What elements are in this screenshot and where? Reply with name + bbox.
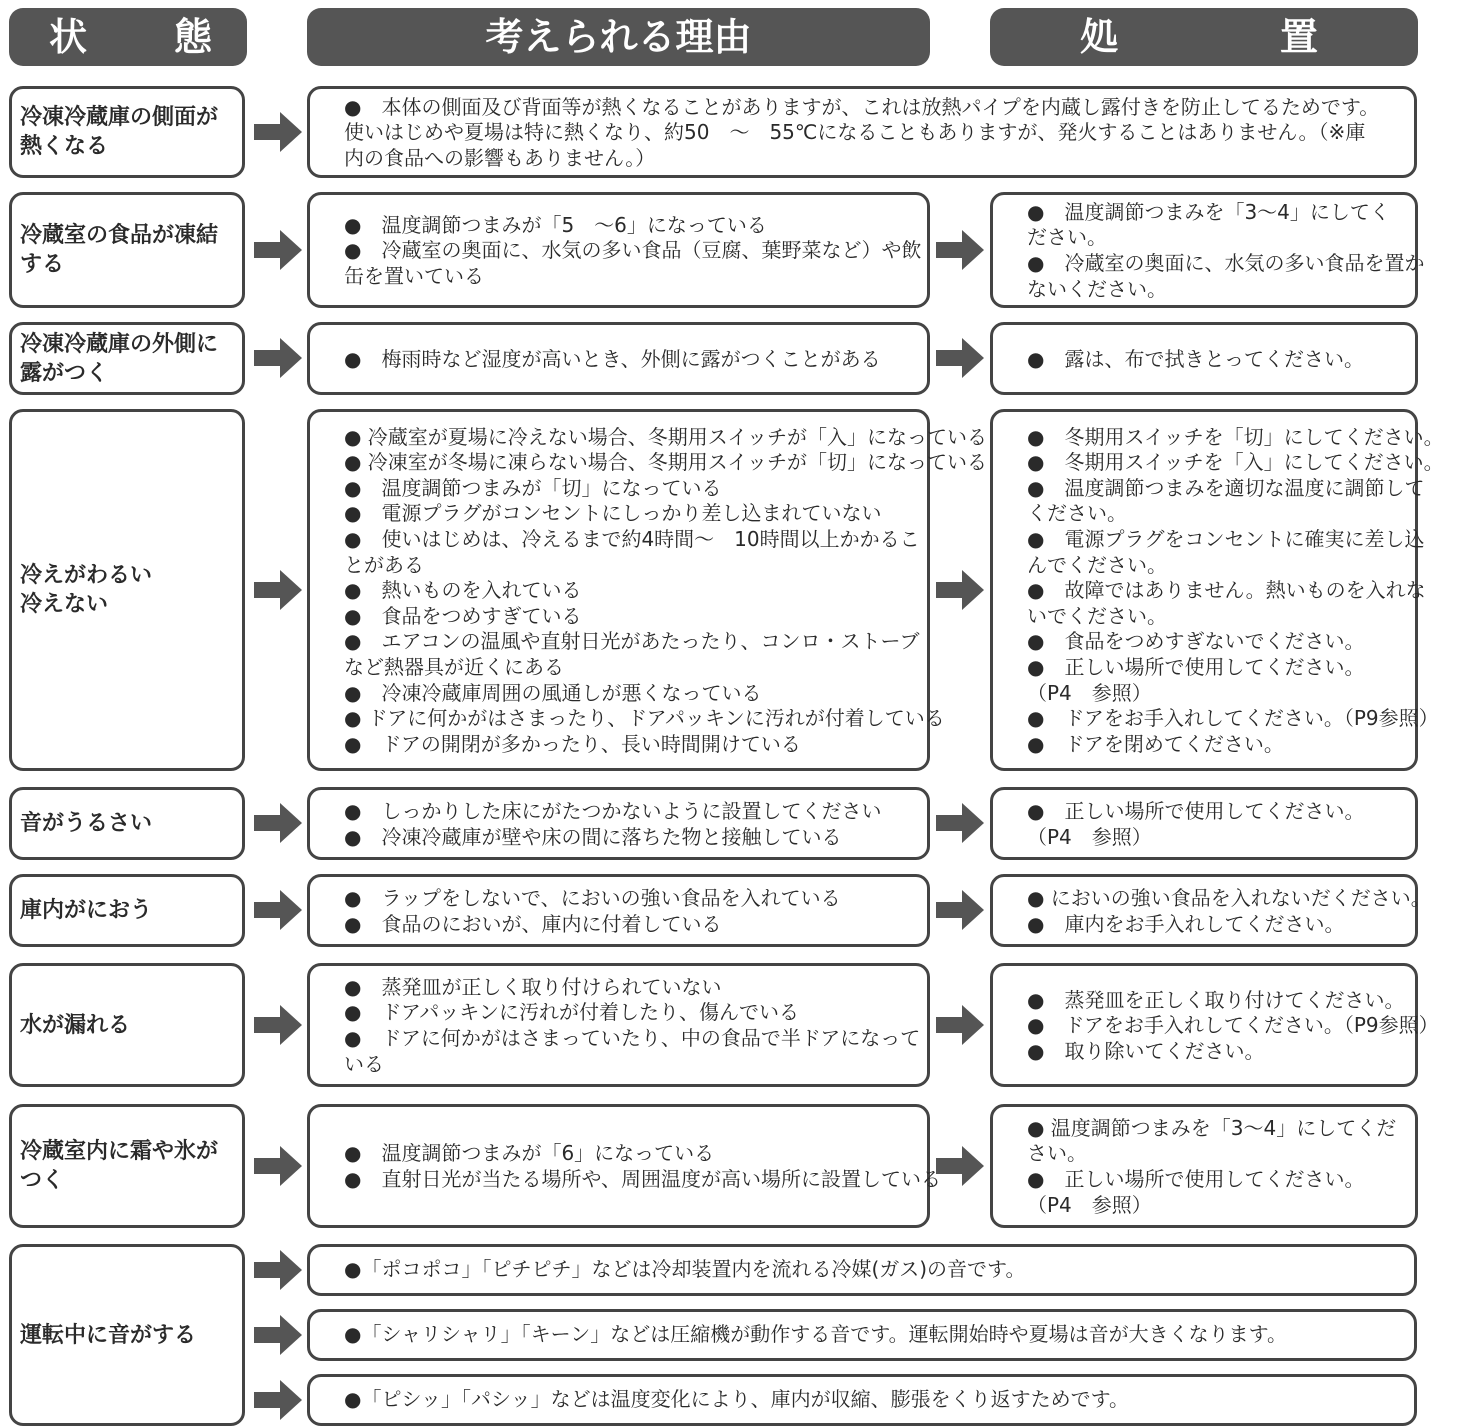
state-label: 音がうるさい	[20, 811, 153, 836]
note-cell	[307, 1309, 1417, 1361]
action-line: ● 正しい場所で使用してください。	[1027, 1167, 1365, 1191]
note-cell	[307, 1374, 1417, 1426]
reason-cell	[307, 86, 1417, 178]
reason-line: ● 冷蔵室が夏場に冷えない場合、冬期用スイッチが「入」になっている	[344, 424, 988, 449]
right-arrow-icon	[254, 230, 302, 270]
action-line: ● においの強い食品を入れないだください。	[1027, 885, 1431, 910]
reason-line: ● 食品のにおいが、庫内に付着している	[344, 911, 722, 936]
action-line: ● 正しい場所で使用してください。	[1027, 798, 1365, 823]
action-line: ください。	[1027, 501, 1127, 526]
state-cell	[9, 409, 245, 771]
state-cell	[9, 322, 245, 395]
state-label: 熱くなる	[20, 134, 109, 159]
reason-line: ● ラップをしないで、においの強い食品を入れている	[344, 885, 841, 910]
state-cell	[9, 874, 245, 947]
state-cell	[9, 192, 245, 308]
reason-line: ● 蒸発皿が正しく取り付けられていない	[344, 974, 722, 999]
action-line: ● 取り除いてください。	[1027, 1038, 1265, 1063]
reason-cell	[307, 192, 930, 308]
reason-line: ● ドアの開閉が多かったり、長い時間開けている	[344, 731, 801, 756]
reason-cell	[307, 963, 930, 1087]
action-line: ● ドアをお手入れしてください。（P9参照）	[1027, 1013, 1439, 1038]
reason-line: 内の食品への影響もありません。）	[344, 145, 656, 170]
reason-line: ● 冷凍冷蔵庫周囲の風通しが悪くなっている	[344, 680, 762, 705]
action-cell	[990, 1104, 1418, 1228]
state-label: 運転中に音がする	[20, 1322, 197, 1348]
reason-cell	[307, 787, 930, 860]
reason-line: とがある	[344, 552, 424, 577]
state-label: 冷凍冷蔵庫の外側に	[20, 331, 219, 357]
action-line: ● 正しい場所で使用してください。	[1027, 654, 1365, 679]
state-label: 露がつく	[20, 360, 109, 386]
reason-cell	[307, 409, 988, 771]
reason-cell	[307, 874, 930, 947]
action-cell	[990, 963, 1439, 1087]
reason-line: ● 温度調節つまみが「6」になっている	[344, 1141, 715, 1166]
note-cell	[307, 1244, 1417, 1296]
action-line: ないください。	[1027, 276, 1167, 301]
reason-line: ● 食品をつめすぎている	[344, 603, 582, 628]
state-label: 冷えがわるい	[20, 563, 153, 588]
action-cell	[990, 787, 1418, 860]
reason-line: ● 使いはじめは、冷えるまで約4時間～ 10時間以上かかるこ	[344, 527, 920, 552]
action-line: ● 蒸発皿を正しく取り付けてください。	[1027, 987, 1405, 1012]
reason-line: 使いはじめや夏場は特に熱くなり、約50 ～ 55℃になることもありますが、発火することはありません。（※庫	[344, 120, 1366, 145]
action-line: ● 冷蔵室の奥面に、水気の多い食品を置か	[1027, 251, 1425, 275]
header-state-char-1: 状	[49, 15, 88, 59]
action-cell	[990, 192, 1425, 308]
header-state-char-2: 態	[174, 15, 213, 59]
right-arrow-icon	[254, 1315, 302, 1355]
action-line: さい。	[1027, 1141, 1087, 1166]
reason-line: ● ドアに何かがはさまったり、ドアパッキンに汚れが付着している	[344, 706, 945, 731]
header-reason	[307, 8, 930, 66]
action-line: ● 冬期用スイッチを「入」にしてください。	[1027, 450, 1444, 475]
reason-line: ● 本体の側面及び背面等が熱くなることがありますが、これは放熱パイプを内蔵し露付きを防止してるためです。	[344, 94, 1380, 119]
action-line: んでください。	[1027, 552, 1167, 577]
reason-line: ● エアコンの温風や直射日光があたったり、コンロ・ストーブ	[344, 629, 920, 654]
action-line: ● 庫内をお手入れしてください。	[1027, 911, 1345, 936]
action-line: （P4 参照）	[1027, 1192, 1152, 1217]
right-arrow-icon	[936, 570, 984, 610]
right-arrow-icon	[254, 1250, 302, 1290]
right-arrow-icon	[936, 803, 984, 843]
reason-line: ● 冷蔵室の奥面に、水気の多い食品（豆腐、葉野菜など）や飲	[344, 238, 922, 263]
reason-line: ● ドアに何かがはさまっていたり、中の食品で半ドアになって	[344, 1026, 921, 1050]
reason-line: ● 直射日光が当たる場所や、周囲温度が高い場所に設置している	[344, 1167, 942, 1191]
header-action	[990, 8, 1418, 66]
header-action-char-2: 置	[1280, 15, 1319, 59]
right-arrow-icon	[936, 890, 984, 930]
note-line: ●「ピシッ」「パシッ」などは温度変化により、庫内が収縮、膨張をくり返すためです。	[344, 1387, 1130, 1412]
state-label: 水が漏れる	[20, 1012, 131, 1038]
state-label: 冷えない	[20, 592, 109, 617]
state-label: する	[20, 252, 65, 277]
state-label: つく	[20, 1168, 65, 1193]
action-cell	[990, 409, 1444, 771]
reason-line: など熱器具が近くにある	[344, 654, 564, 679]
reason-line: ● 梅雨時など湿度が高いとき、外側に露がつくことがある	[344, 346, 881, 371]
note-line: ●「シャリシャリ」「キーン」などは圧縮機が動作する音です。運転開始時や夏場は音が大きくなります。	[344, 1322, 1288, 1347]
action-line: いでください。	[1027, 603, 1167, 628]
action-line: （P4 参照）	[1027, 824, 1152, 849]
reason-line: ● 温度調節つまみが「切」になっている	[344, 475, 722, 500]
action-line: ● 故障ではありません。熱いものを入れな	[1027, 578, 1426, 603]
right-arrow-icon	[254, 890, 302, 930]
state-label: 冷蔵室内に霜や氷が	[20, 1139, 219, 1164]
action-line: ● 露は、布で拭きとってください。	[1027, 346, 1365, 371]
right-arrow-icon	[254, 1146, 302, 1186]
reason-line: いる	[344, 1051, 384, 1076]
right-arrow-icon	[254, 338, 302, 378]
action-line: ださい。	[1027, 225, 1107, 250]
action-line: ● ドアをお手入れしてください。（P9参照）	[1027, 706, 1439, 731]
right-arrow-icon	[254, 1005, 302, 1045]
state-cell	[9, 1244, 245, 1426]
reason-line: ● 冷凍冷蔵庫が壁や床の間に落ちた物と接触している	[344, 824, 842, 849]
right-arrow-icon	[254, 570, 302, 610]
state-cell	[9, 787, 245, 860]
state-label: 庫内がにおう	[20, 898, 153, 923]
action-line: ● 温度調節つまみを「3～4」にしてく	[1027, 199, 1390, 224]
right-arrow-icon	[936, 230, 984, 270]
action-line: ● 温度調節つまみを「3～4」にしてくだ	[1027, 1115, 1397, 1140]
reason-line: ● 温度調節つまみが「5 ～6」になっている	[344, 212, 767, 237]
reason-line: ● ドアパッキンに汚れが付着したり、傷んでいる	[344, 1000, 800, 1025]
state-cell	[9, 1104, 245, 1228]
reason-line: ● 電源プラグがコンセントにしっかり差し込まれていない	[344, 501, 882, 526]
reason-line: ● 冷凍室が冬場に凍らない場合、冬期用スイッチが「切」になっている	[344, 450, 988, 475]
action-line: ● 冬期用スイッチを「切」にしてください。	[1027, 424, 1444, 449]
action-line: ● 電源プラグをコンセントに確実に差し込	[1027, 527, 1425, 552]
note-line: ●「ポコポコ」「ピチピチ」などは冷却装置内を流れる冷媒(ガス)の音です。	[344, 1257, 1026, 1282]
action-line: （P4 参照）	[1027, 680, 1152, 705]
state-label: 冷凍冷蔵庫の側面が	[20, 105, 219, 130]
action-line: ● ドアを閉めてください。	[1027, 731, 1284, 756]
action-line: ● 食品をつめすぎないでください。	[1027, 629, 1365, 654]
right-arrow-icon	[936, 338, 984, 378]
action-cell	[990, 874, 1431, 947]
reason-line: ● 熱いものを入れている	[344, 578, 582, 603]
reason-cell	[307, 1104, 942, 1228]
reason-cell	[307, 322, 930, 395]
state-cell	[9, 86, 245, 178]
action-cell	[990, 322, 1418, 395]
header-state	[9, 8, 247, 66]
header-reason-label: 考えられる理由	[485, 15, 752, 59]
right-arrow-icon	[254, 112, 302, 152]
right-arrow-icon	[936, 1005, 984, 1045]
right-arrow-icon	[254, 1380, 302, 1420]
action-line: ● 温度調節つまみを適切な温度に調節して	[1027, 475, 1425, 500]
right-arrow-icon	[936, 1146, 984, 1186]
state-cell	[9, 963, 245, 1087]
right-arrow-icon	[254, 803, 302, 843]
reason-line: 缶を置いている	[344, 263, 484, 288]
header-action-char-1: 処	[1080, 15, 1119, 59]
state-label: 冷蔵室の食品が凍結	[20, 223, 219, 248]
reason-line: ● しっかりした床にがたつかないように設置してください	[344, 798, 882, 823]
